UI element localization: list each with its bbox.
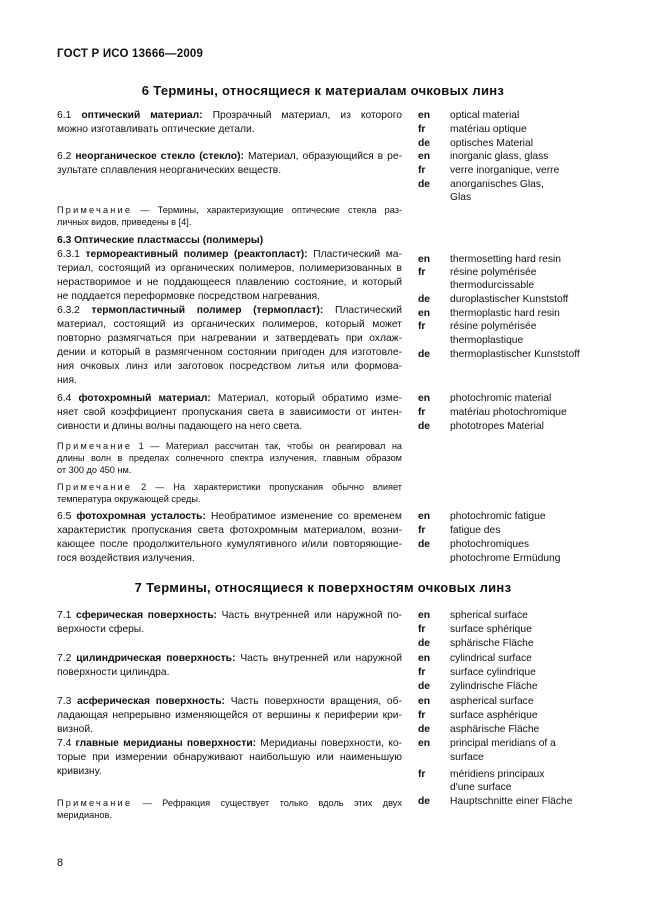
note-6-2-line1: Примечание — Термины, характеризующие оптические стекла раз- <box>57 205 402 215</box>
term-6-3-1-line1: 6.3.1 термореактивный полимер (реактопласт): Пластический ма- <box>57 249 402 260</box>
equivalent-de: phototropes Material <box>450 421 544 432</box>
term-6-1-line1: 6.1 оптический материал: Прозрачный материал, из которого <box>57 110 402 121</box>
equivalent-de-cont: photochrome Ermüdung <box>450 553 561 564</box>
equivalent-de: zylindrische Fläche <box>450 681 538 692</box>
term-6-3-1-line3: нерастворимое и не поддающееся плавлению состояние, и который <box>57 277 402 288</box>
note-6-2-line2: личных видов, приведены в [4]. <box>57 217 192 227</box>
lang-en: en <box>418 110 431 121</box>
equivalent-de: duroplastischer Kunststoff <box>450 294 569 305</box>
equivalent-de: asphärische Fläche <box>450 724 540 735</box>
equivalent-fr: matériau optique <box>450 124 527 135</box>
equivalent-fr-cont: thermodurcissable <box>450 280 535 291</box>
term-7-4-line2: торые при измерении обнаруживают наибольшую или наименьшую <box>57 752 402 763</box>
lang-fr: fr <box>418 124 426 135</box>
lang-de: de <box>418 539 431 550</box>
term-6-5-line4: гося воздействия излучения. <box>57 553 195 564</box>
lang-de: de <box>418 796 431 807</box>
term-6-5-line3: кающее после продолжительного кумулятивного и/или повторяющие- <box>57 539 402 550</box>
lang-fr: fr <box>418 267 426 278</box>
equivalent-de: Hauptschnitte einer Fläche <box>450 796 573 807</box>
term-6-2-line1: 6.2 неорганическое стекло (стекло): Материал, образующийся в ре- <box>57 151 402 162</box>
lang-fr: fr <box>418 624 426 635</box>
term-7-1-line1: 7.1 сферическая поверхность: Часть внутренней или наружной по- <box>57 610 402 621</box>
equivalent-de-cont: Glas <box>450 192 472 203</box>
lang-fr: fr <box>418 710 426 721</box>
note-6-4-1-line1: Примечание 1 — Материал рассчитан так, чтобы он реагировал на <box>57 441 402 451</box>
lang-en: en <box>418 696 431 707</box>
equivalent-fr-cont: thermoplastique <box>450 335 524 346</box>
term-6-1-line2: можно изготавливать оптические детали. <box>57 124 255 135</box>
term-6-4-line2: няет свой коэффициент пропускания света в зависимости от интен- <box>57 407 402 418</box>
term-6-4-line3: сивности и длины волны падающего на него света. <box>57 421 303 432</box>
lang-en: en <box>418 610 431 621</box>
term-7-3-line3: визной. <box>57 724 93 735</box>
equivalent-fr-cont: d'une surface <box>450 782 512 793</box>
lang-en: en <box>418 151 431 162</box>
lang-en: en <box>418 738 431 749</box>
lang-fr: fr <box>418 165 426 176</box>
note-7-4-line1: Примечание — Рефракция существует только вдоль этих двух <box>57 798 402 808</box>
lang-en: en <box>418 393 431 404</box>
lang-fr: fr <box>418 525 426 536</box>
equivalent-en: thermosetting hard resin <box>450 254 562 265</box>
subsection-6-3-title: 6.3 Оптические пластмассы (полимеры) <box>57 235 264 246</box>
equivalent-fr: méridiens principaux <box>450 769 545 780</box>
section-6-title: 6 Термины, относящиеся к материалам очковых линз <box>141 83 505 98</box>
term-7-1-line2: верхности сферы. <box>57 624 145 635</box>
equivalent-de: optisches Material <box>450 138 533 149</box>
equivalent-en: thermoplastic hard resin <box>450 308 560 319</box>
equivalent-en: cylindrical surface <box>450 653 532 664</box>
term-6-3-2-line5: ния очковых линз или заготовок посредством литья или формова- <box>57 361 402 372</box>
lang-de: de <box>418 138 431 149</box>
equivalent-fr: surface asphérique <box>450 710 538 721</box>
equivalent-fr: matériau photochromique <box>450 407 567 418</box>
lang-de: de <box>418 179 431 190</box>
term-7-3-line1: 7.3 асферическая поверхность: Часть поверхности вращения, об- <box>57 696 402 707</box>
equivalent-fr: résine polymérisée <box>450 321 537 332</box>
equivalent-en: photochromic material <box>450 393 552 404</box>
section-7-title: 7 Термины, относящиеся к поверхностям очковых линз <box>134 580 512 595</box>
lang-en: en <box>418 254 431 265</box>
equivalent-fr: résine polymérisée <box>450 267 537 278</box>
equivalent-en: inorganic glass, glass <box>450 151 549 162</box>
equivalent-en: principal meridians of a <box>450 738 556 749</box>
equivalent-en: spherical surface <box>450 610 528 621</box>
lang-fr: fr <box>418 321 426 332</box>
equivalent-fr: verre inorganique, verre <box>450 165 560 176</box>
lang-de: de <box>418 294 431 305</box>
term-6-3-2-line1: 6.3.2 термопластичный полимер (термопласт): Пластический <box>57 305 402 316</box>
lang-fr: fr <box>418 667 426 678</box>
term-6-5-line2: характеристик пропускания света фотохромным материалом, возни- <box>57 525 402 536</box>
term-6-3-2-line4: дении и который в размягченном состоянии пригоден для изготовле- <box>57 347 402 358</box>
equivalent-de: thermoplastischer Kunststoff <box>450 349 580 360</box>
equivalent-en: optical material <box>450 110 520 121</box>
term-6-3-1-line4: не поддается переформовке посредством нагревания. <box>57 291 320 302</box>
lang-de: de <box>418 349 431 360</box>
equivalent-en-cont: surface <box>450 752 484 763</box>
lang-en: en <box>418 308 431 319</box>
lang-de: de <box>418 681 431 692</box>
equivalent-de: anorganisches Glas, <box>450 179 544 190</box>
note-6-4-1-line3: от 300 до 450 нм. <box>57 465 132 475</box>
note-6-4-2-line1: Примечание 2 — На характеристики пропускания обычно влияет <box>57 482 402 492</box>
equivalent-fr: fatigue des <box>450 525 501 536</box>
equivalent-en: aspherical surface <box>450 696 534 707</box>
equivalent-de: sphärische Fläche <box>450 638 534 649</box>
lang-de: de <box>418 724 431 735</box>
term-7-4-line1: 7.4 главные меридианы поверхности: Меридианы поверхности, ко- <box>57 738 402 749</box>
lang-de: de <box>418 638 431 649</box>
term-7-2-line1: 7.2 цилиндрическая поверхность: Часть внутренней или наружной <box>57 653 402 664</box>
note-6-4-1-line2: длины волн в пределах солнечного спектра излучения, главным образом <box>57 453 402 463</box>
term-7-3-line2: ладающая непрерывно изменяющейся от вершины к периферии кри- <box>57 710 402 721</box>
equivalent-fr: surface sphérique <box>450 624 532 635</box>
lang-en: en <box>418 653 431 664</box>
standard-header: ГОСТ Р ИСО 13666—2009 <box>57 48 204 60</box>
note-6-4-2-line2: температура окружающей среды. <box>57 494 201 504</box>
lang-de: de <box>418 421 431 432</box>
page-number: 8 <box>57 857 64 869</box>
equivalent-de: photochromiques <box>450 539 529 550</box>
note-7-4-line2: меридианов. <box>57 810 112 820</box>
term-6-3-2-line3: повторно размягчаться при нагревании и затвердевать при охлаж- <box>57 333 402 344</box>
term-7-2-line2: поверхности цилиндра. <box>57 667 170 678</box>
term-6-3-2-line2: материал, состоящий из органических полимеров, который может <box>57 319 402 330</box>
term-6-2-line2: зультате сплавления неорганических веществ. <box>57 165 282 176</box>
equivalent-en: photochromic fatigue <box>450 511 546 522</box>
term-6-3-1-line2: териал, состоящий из органических полимеров, полимеризованных в <box>57 263 402 274</box>
term-6-3-2-line6: ния. <box>57 375 77 386</box>
lang-en: en <box>418 511 431 522</box>
term-6-5-line1: 6.5 фотохромная усталость: Необратимое изменение со временем <box>57 511 402 522</box>
equivalent-fr: surface cylindrique <box>450 667 536 678</box>
lang-fr: fr <box>418 407 426 418</box>
term-7-4-line3: кривизну. <box>57 766 102 777</box>
lang-fr: fr <box>418 769 426 780</box>
term-6-4-line1: 6.4 фотохромный материал: Материал, который обратимо изме- <box>57 393 402 404</box>
